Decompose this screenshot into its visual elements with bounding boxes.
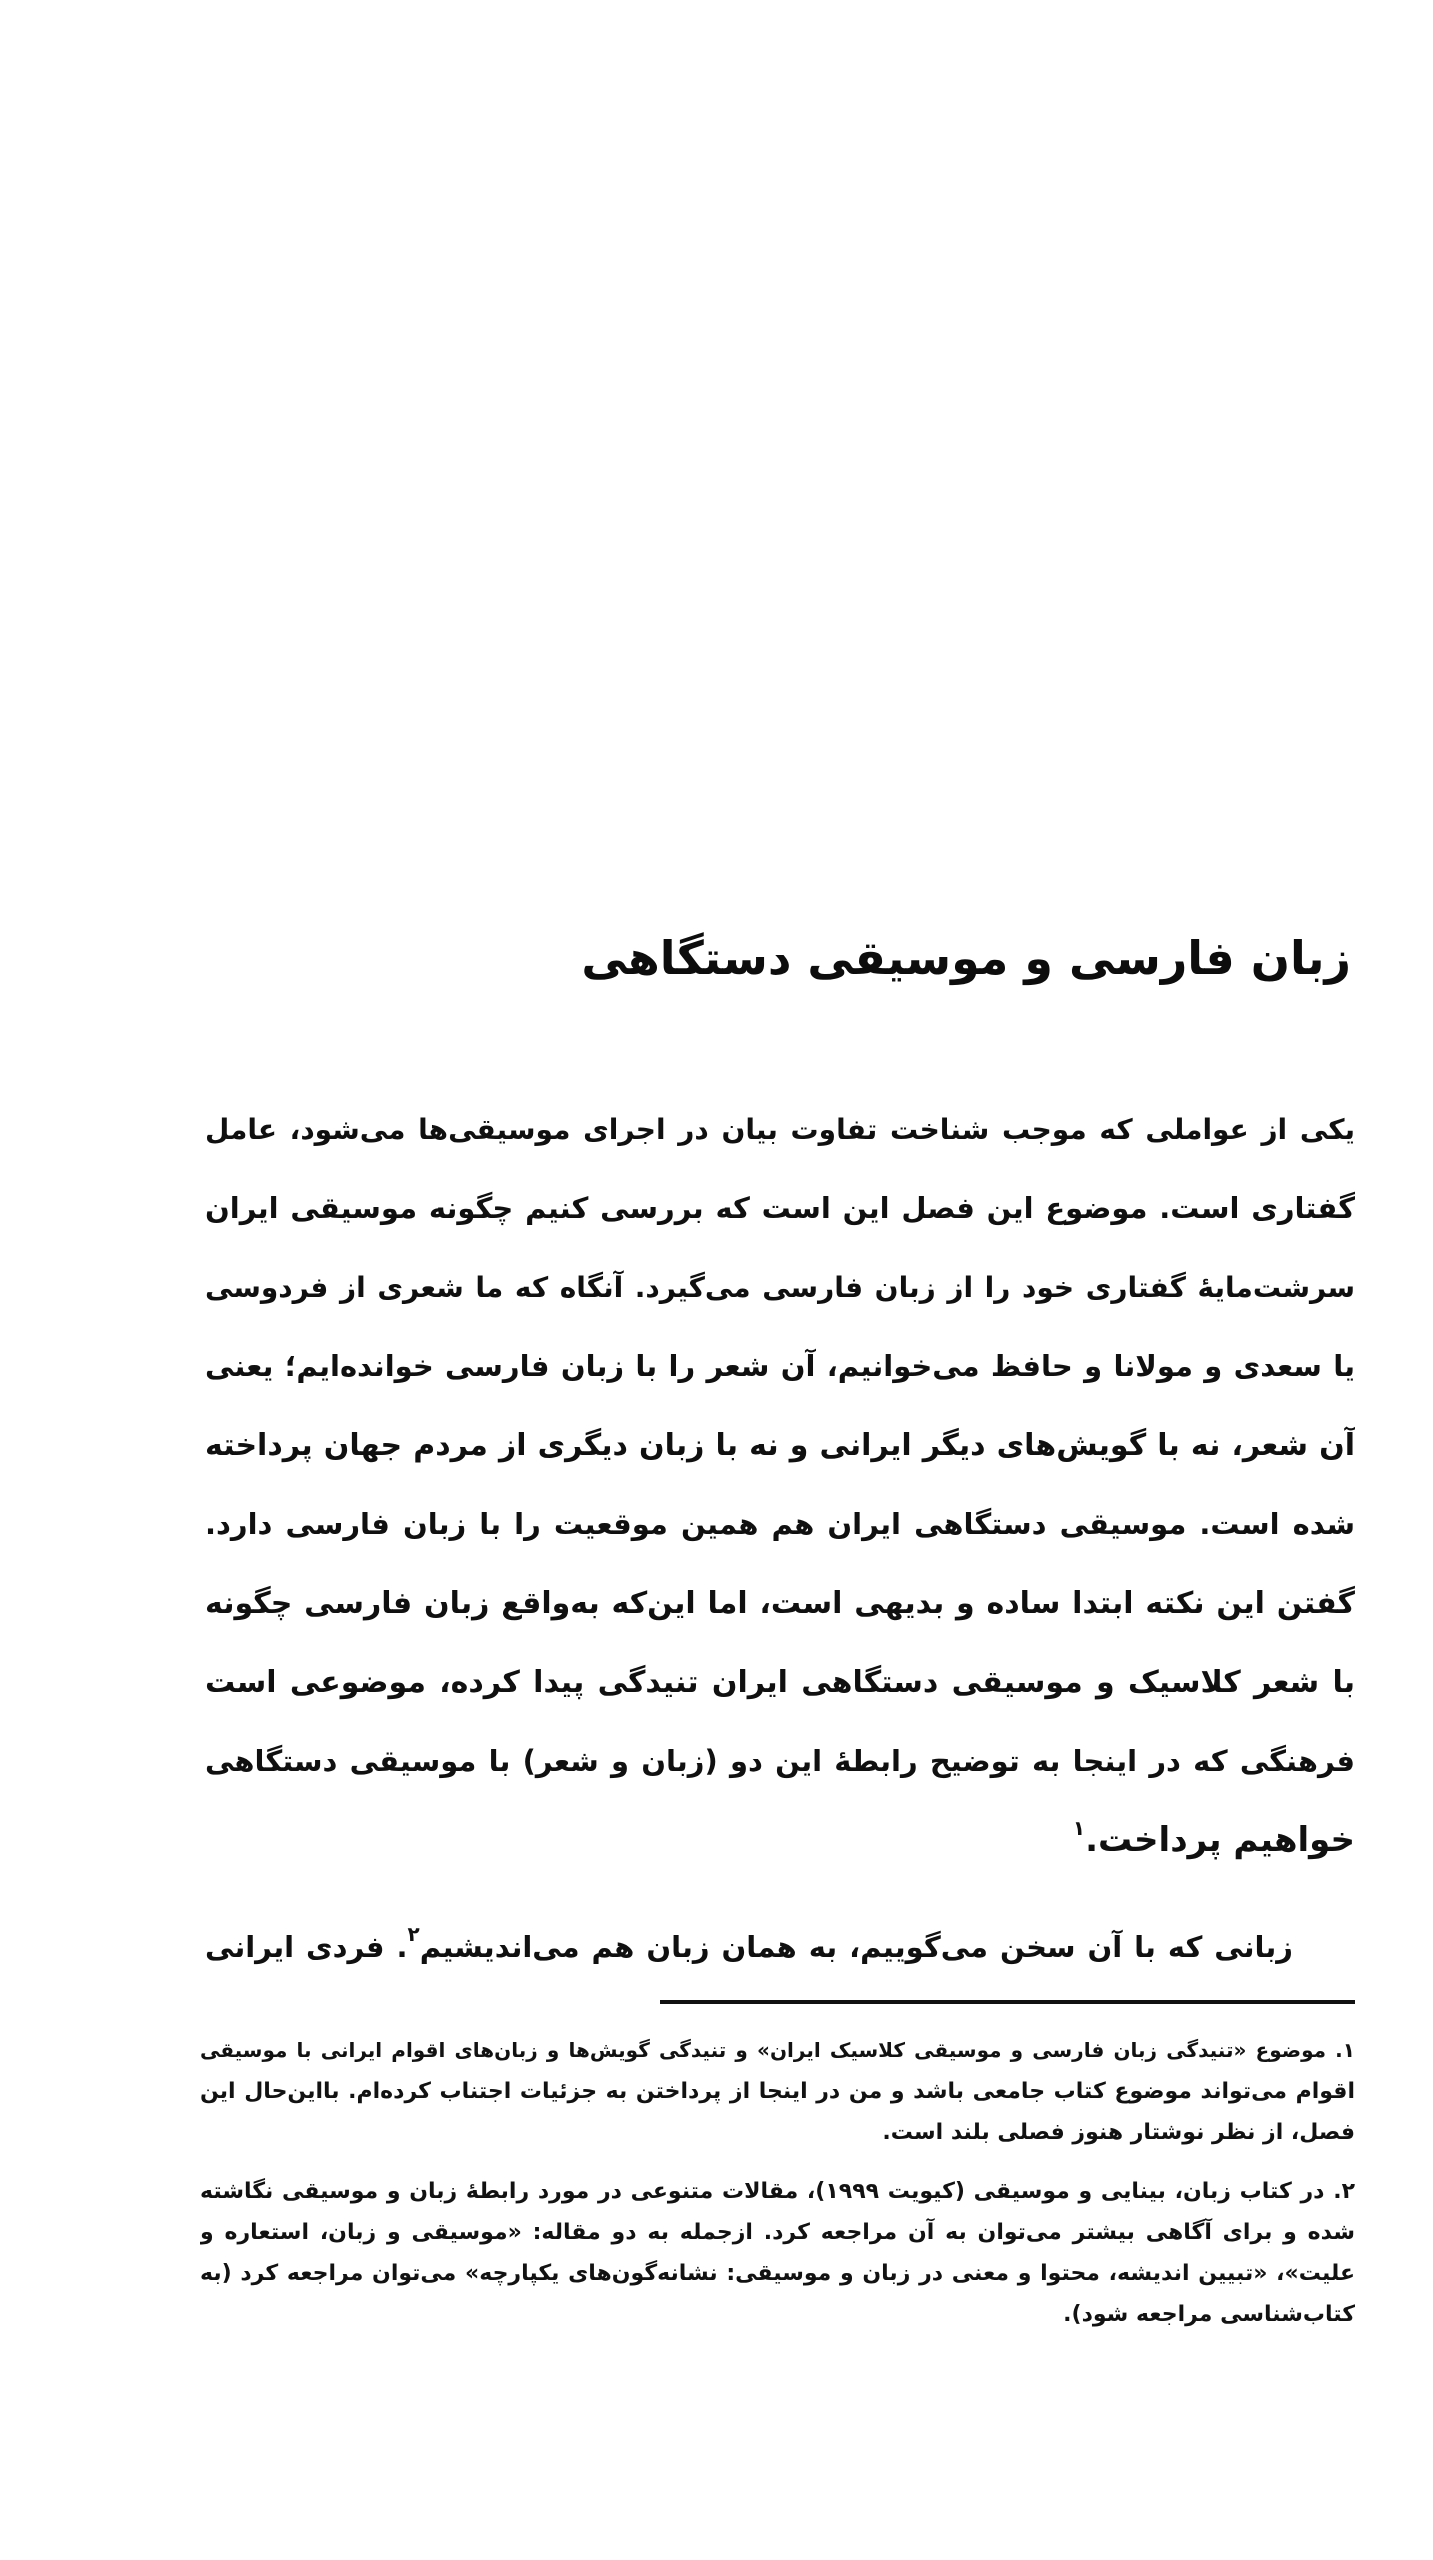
footnotes [200, 2030, 1355, 2335]
chapter-title: زبان فارسی و موسیقی دستگاهی [581, 931, 1351, 985]
body-line: شده است. موسیقی دستگاهی ایران هم همین موقعیت را با زبان فارسی دارد. [205, 1507, 1355, 1541]
body-line: گفتن این نکته ابتدا ساده و بدیهی است، اما این‌که به‌واقع زبان فارسی چگونه [205, 1586, 1355, 1621]
body-line-last [205, 1801, 1355, 1880]
footnote-line: کتاب‌شناسی مراجعه شود). [1063, 2302, 1355, 2327]
body-line [205, 1908, 1293, 1987]
footnote-line: ۲. در کتاب زبان، بینایی و موسیقی (کیویت ۱۹۹۹)، مقالات متنوعی در مورد رابطهٔ زبان و موسیقی نگاشته [200, 2179, 1355, 2204]
footnote-separator [660, 2000, 1355, 2004]
body-line: سرشت‌مایهٔ گفتاری خود را از زبان فارسی می‌گیرد. آنگاه که ما شعری از فردوسی [205, 1271, 1355, 1304]
footnote-line: علیت»، «تبیین اندیشه، محتوا و معنی در زبان و موسیقی: نشانه‌گون‌های یکپارچه» می‌توان مراجعه کرد (به [200, 2261, 1355, 2286]
body-line-text-before: زبانی که با آن سخن می‌گوییم، به همان زبان هم می‌اندیشیم [419, 1930, 1293, 1964]
footnote-line: ۱. موضوع «تنیدگی زبان فارسی و موسیقی کلاسیک ایران» و تنیدگی گویش‌ها و زبان‌های اقوام ایرانی با موسیقی [200, 2038, 1355, 2062]
body-paragraph-2 [205, 1908, 1293, 1987]
body-line: با شعر کلاسیک و موسیقی دستگاهی ایران تنیدگی پیدا کرده، موضوعی است [205, 1665, 1355, 1700]
body-line: گفتاری است. موضوع این فصل این است که بررسی کنیم چگونه موسیقی ایران [205, 1191, 1355, 1225]
body-line-text: خواهیم پرداخت. [1085, 1820, 1355, 1860]
footnote-line: شده و برای آگاهی بیشتر می‌توان به آن مراجعه کرد. ازجمله به دو مقاله: «موسیقی و زبان، استعاره و [200, 2220, 1355, 2245]
footnote-spacer [200, 2153, 1355, 2171]
footnote-2 [200, 2171, 1355, 2335]
body-paragraph-1 [205, 1090, 1355, 1880]
body-line-text-after: . فردی ایرانی [205, 1930, 408, 1964]
footnote-1 [200, 2030, 1355, 2153]
footnote-reference-1[interactable]: ۱ [1072, 1816, 1086, 1840]
body-line: یا سعدی و مولانا و حافظ می‌خوانیم، آن شعر را با زبان فارسی خوانده‌ایم؛ یعنی [205, 1349, 1355, 1383]
body-line: آن شعر، نه با گویش‌های دیگر ایرانی و نه با زبان دیگری از مردم جهان پرداخته [205, 1428, 1355, 1463]
footnote-line: فصل، از نظر نوشتار هنوز فصلی بلند است. [882, 2120, 1355, 2145]
footnote-reference-2[interactable]: ۲ [407, 1922, 420, 1946]
footnote-line: اقوام می‌تواند موضوع کتاب جامعی باشد و من در اینجا از پرداختن به جزئیات اجتناب کرده‌ام. بااین‌حال این [200, 2079, 1355, 2104]
body-line: فرهنگی که در اینجا به توضیح رابطهٔ این دو (زبان و شعر) با موسیقی دستگاهی [205, 1744, 1355, 1778]
body-line: یکی از عواملی که موجب شناخت تفاوت بیان در اجرای موسیقی‌ها می‌شود، عامل [205, 1113, 1355, 1146]
